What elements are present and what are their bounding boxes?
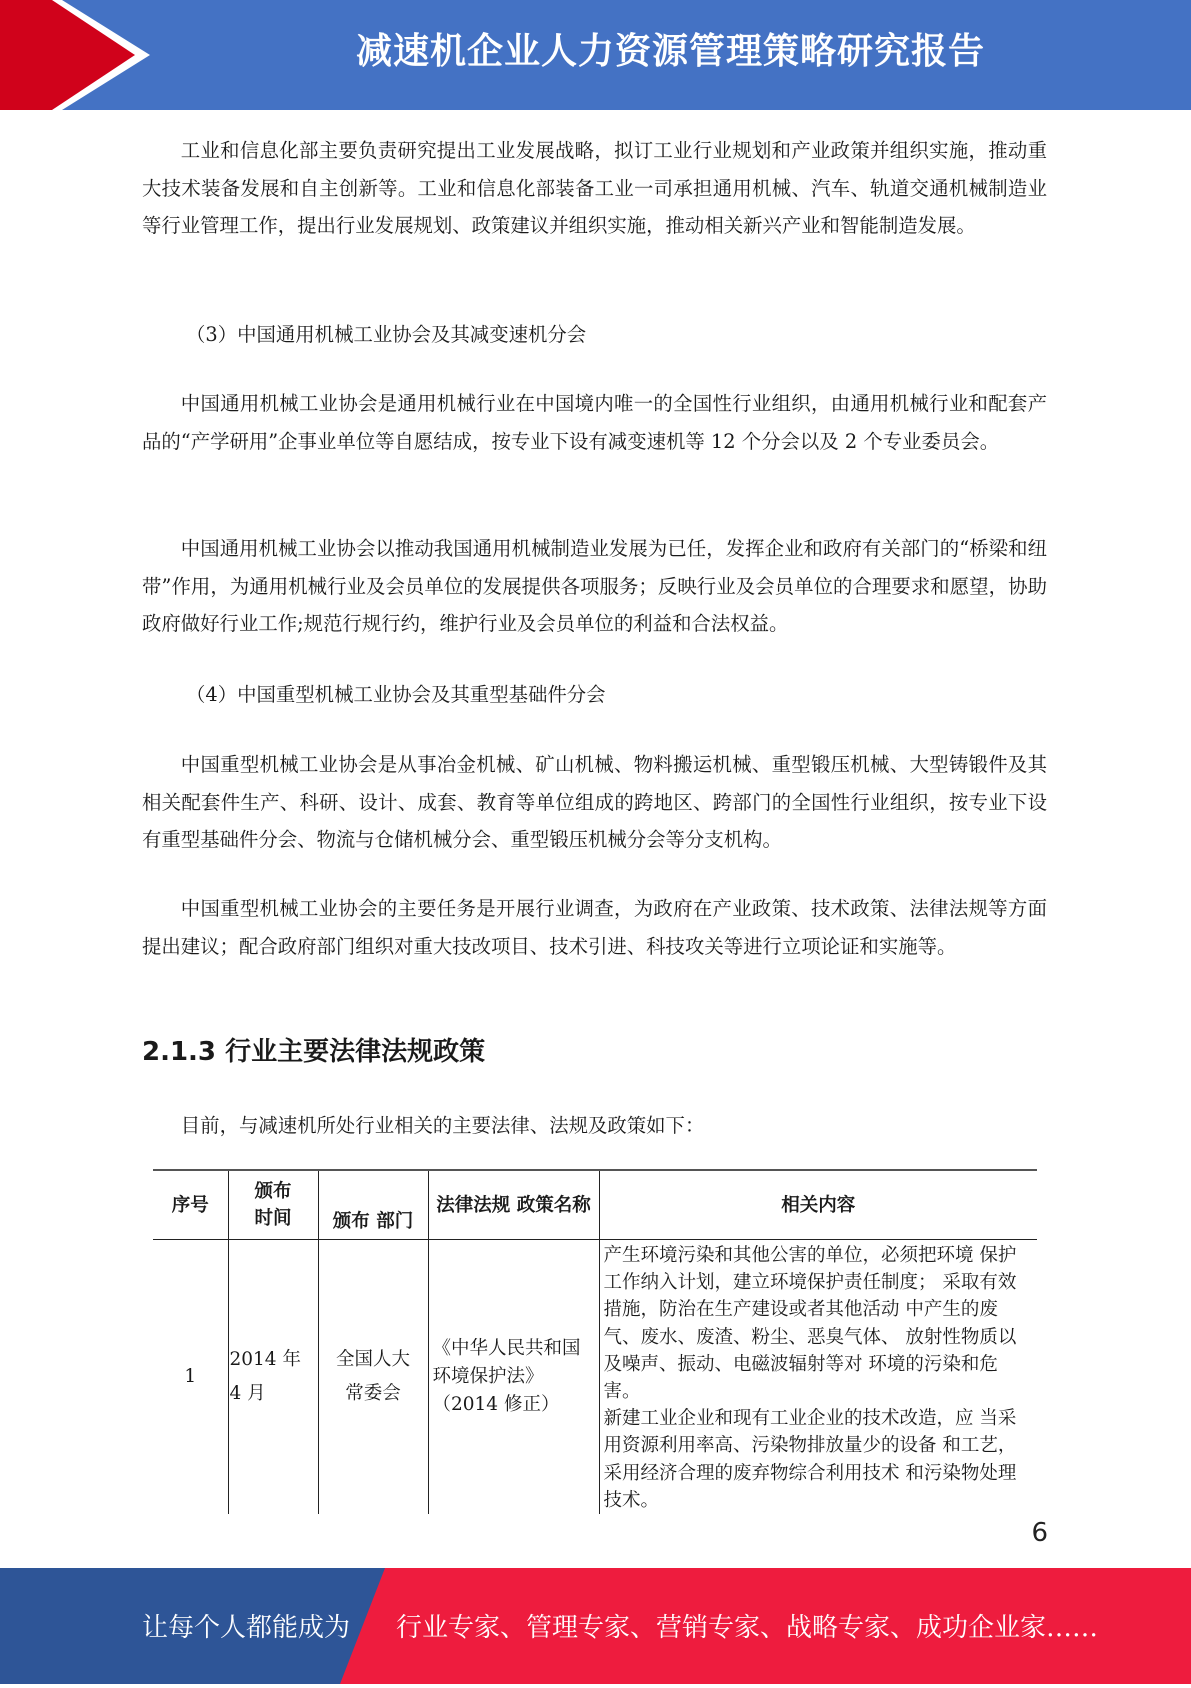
footer-slogan-right: 行业专家、管理专家、营销专家、战略专家、成功企业家…… bbox=[396, 1613, 1099, 1643]
cell-content bbox=[599, 1240, 1037, 1515]
paragraph-cgmia-intro: 中国通用机械工业协会是通用机械行业在中国境内唯一的全国性行业组织，由通用机械行业和配套产品的“产学研用”企事业单位等自愿结成，按专业下设有减变速机等 12 个分会以及 2 个专业委员会。 bbox=[142, 392, 1047, 453]
paragraph-chmia-tasks: 中国重型机械工业协会的主要任务是开展行业调查，为政府在产业政策、技术政策、法律法规等方面提出建议；配合政府部门组织对重大技改项目、技术引进、科技攻关等进行立项论证和实施等。 bbox=[142, 897, 1047, 958]
page-footer bbox=[0, 1568, 1191, 1684]
paragraph-chmia-intro: 中国重型机械工业协会是从事冶金机械、矿山机械、物料搬运机械、重型锻压机械、大型铸锻件及其相关配套件生产、科研、设计、成套、教育等单位组成的跨地区、跨部门的全国性行业组织，按专业下设有重型基础件分会、物流与仓储机械分会、重型锻压机械分会等分支机构。 bbox=[142, 753, 1047, 851]
paragraph-cgmia-role: 中国通用机械工业协会以推动我国通用机械制造业发展为已任，发挥企业和政府有关部门的“桥梁和纽带”作用，为通用机械行业及会员单位的发展提供各项服务；反映行业及会员单位的合理要求和愿望，协助政府做好行业工作;规范行规行约，维护行业及会员单位的利益和合法权益。 bbox=[142, 537, 1047, 635]
col-header-content: 相关内容 bbox=[599, 1170, 1037, 1240]
table-row bbox=[153, 1240, 1037, 1515]
subheading-4: （4）中国重型机械工业协会及其重型基础件分会 bbox=[186, 683, 606, 706]
cell-date: 2014 年 4 月 bbox=[228, 1240, 318, 1515]
table-header-row bbox=[153, 1170, 1037, 1240]
col-header-dept: 颁布 部门 bbox=[318, 1170, 428, 1240]
cell-dept: 全国人大 常委会 bbox=[318, 1240, 428, 1515]
table-intro: 目前，与减速机所处行业相关的主要法律、法规及政策如下： bbox=[180, 1114, 705, 1137]
footer-slogan-left: 让每个人都能成为 bbox=[142, 1613, 351, 1643]
laws-table bbox=[153, 1169, 1037, 1514]
chevron-logo-icon bbox=[0, 0, 160, 110]
cell-index: 1 bbox=[153, 1240, 228, 1515]
content-paragraph-2: 新建工业企业和现有工业企业的技术改造，应 当采用资源利用率高、污染物排放量少的设备 和工艺，采用经济合理的废弃物综合利用技术 和污染物处理技术。 bbox=[603, 1408, 1017, 1511]
col-header-date: 颁布 时间 bbox=[228, 1170, 318, 1240]
col-header-index: 序号 bbox=[153, 1170, 228, 1240]
cell-law: 《中华人民共和国环境保护法》（2014 修正） bbox=[428, 1240, 599, 1515]
content-paragraph-1: 产生环境污染和其他公害的单位，必须把环境 保护工作纳入计划，建立环境保护责任制度； 采取有效措施，防治在生产建设或者其他活动 中产生的废气、废水、废渣、粉尘、恶臭气体、 放射性物质以及噪声、振动、电磁波辐射等对 环境的污染和危害。 bbox=[603, 1245, 1017, 1403]
subheading-3: （3）中国通用机械工业协会及其减变速机分会 bbox=[186, 323, 587, 346]
page-number: 6 bbox=[1031, 1518, 1048, 1548]
paragraph-miit: 工业和信息化部主要负责研究提出工业发展战略，拟订工业行业规划和产业政策并组织实施，推动重大技术装备发展和自主创新等。工业和信息化部装备工业一司承担通用机械、汽车、轨道交通机械制造业等行业管理工作，提出行业发展规划、政策建议并组织实施，推动相关新兴产业和智能制造发展。 bbox=[142, 139, 1047, 237]
col-header-law: 法律法规 政策名称 bbox=[428, 1170, 599, 1240]
section-heading: 2.1.3 行业主要法律法规政策 bbox=[142, 1037, 486, 1067]
report-title: 减速机企业人力资源管理策略研究报告 bbox=[355, 31, 985, 72]
page-header bbox=[0, 0, 1191, 110]
